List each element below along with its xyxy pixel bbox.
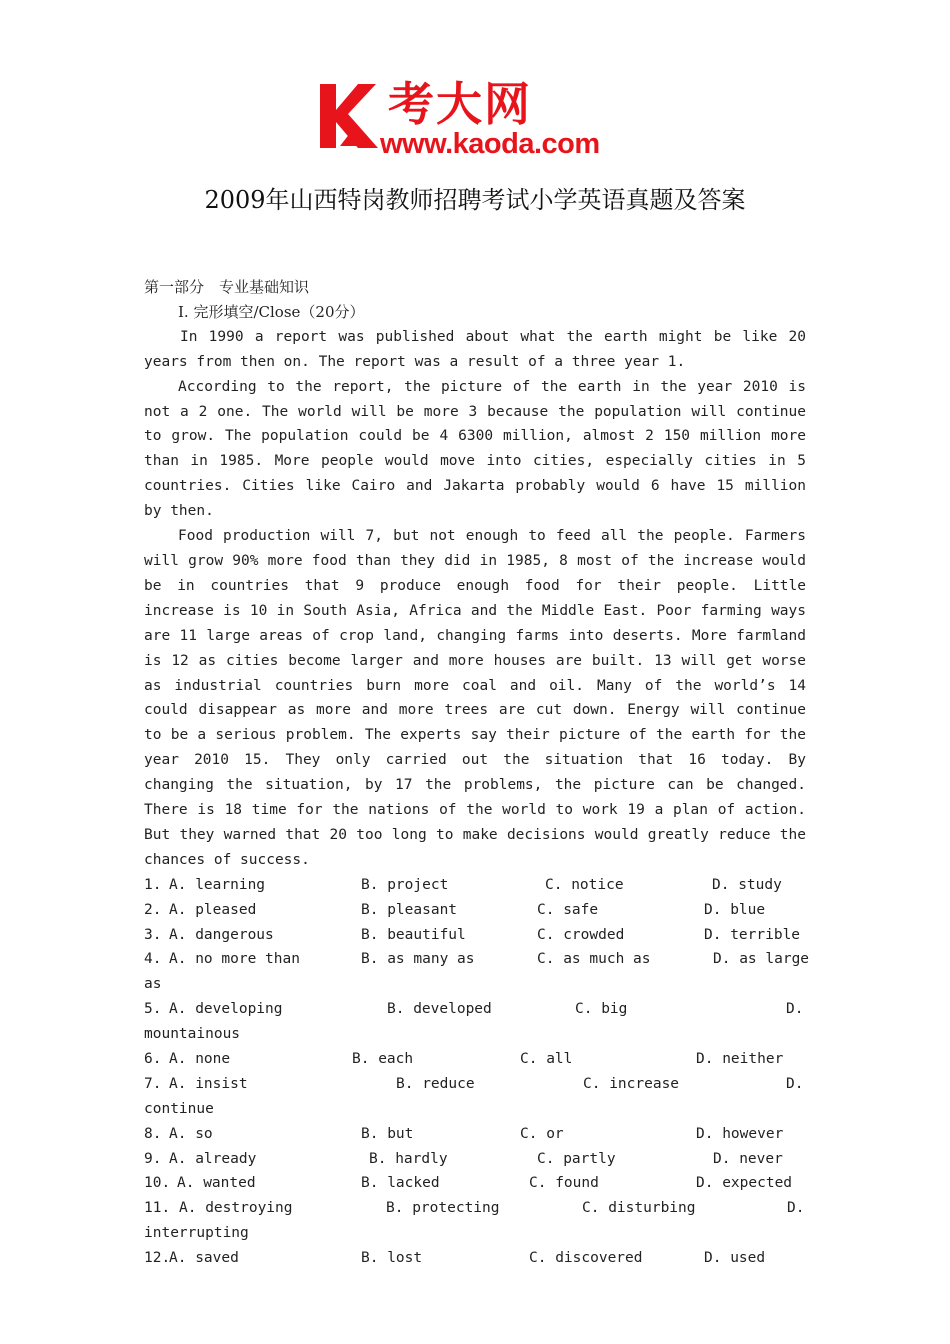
option-d-continued: mountainous <box>144 1026 241 1043</box>
option-d-continued: as <box>144 976 162 993</box>
option-b: B. but <box>361 1125 414 1142</box>
option-c: C. discovered <box>529 1250 643 1267</box>
question-row <box>144 1047 806 1072</box>
option-a: A. dangerous <box>169 926 274 943</box>
option-c: C. safe <box>537 901 599 918</box>
option-b: B. each <box>352 1051 414 1068</box>
option-c: C. notice <box>545 876 624 893</box>
option-d: D. however <box>696 1125 784 1142</box>
option-c: C. all <box>520 1051 573 1068</box>
option-a: A. pleased <box>169 901 257 918</box>
option-a: A. developing <box>169 1001 283 1018</box>
question-number: 7. <box>144 1075 162 1092</box>
option-b: B. pleasant <box>361 901 458 918</box>
option-b: B. reduce <box>396 1075 475 1092</box>
option-a: A. saved <box>169 1250 239 1267</box>
option-d: D. <box>786 1075 804 1092</box>
question-row <box>144 1122 806 1147</box>
option-d: D. <box>787 1200 805 1217</box>
question-number: 4. <box>144 951 162 968</box>
paragraph: In 1990 a report was published about what the earth might be like 20 years from then on. The report was a result of a three year 1. <box>144 328 806 370</box>
question-number: 1. <box>144 876 162 893</box>
option-c: C. crowded <box>537 926 625 943</box>
option-d-continued: interrupting <box>144 1225 249 1242</box>
logo-brand-text: 考大网 <box>388 77 532 131</box>
option-d: D. never <box>713 1150 783 1167</box>
option-d: D. neither <box>696 1051 784 1068</box>
paragraph: Food production will 7, but not enough to feed all the people. Farmers will grow 90% more food than they did in 1985, 8 most of the increase would be in countries that 9 produce enough food for their people. Little increase is 10 in South Asia, Africa and the Middle East. Poor farming ways are 11 large areas of crop land, changing farms into deserts. More farmland is 12 as cities become larger and more houses are built. 13 will get worse as industrial countries burn more coal and oil. Many of the world’s 14 could disappear as more and more trees are cut down. Energy will continue to be a serious problem. The experts say their picture of the earth for the year 2010 15. They only carried out the situation that 16 today. By changing the situation, by 17 the problems, the picture can be changed. There is 18 time for the nations of the world to work 19 a plan of action. But they warned that 20 too long to make decisions would greatly reduce the chances of success. <box>144 528 806 868</box>
option-d: D. blue <box>704 901 766 918</box>
option-b: B. hardly <box>369 1150 448 1167</box>
paragraph: According to the report, the picture of the earth in the year 2010 is not a 2 one. The world will be more 3 because the population will continue to grow. The population could be 4 6300 million, almost 2 150 million more than in 1985. More people would move into cities, especially cities in 5 countries. Cities like Cairo and Jakarta probably would 6 have 15 million by then. <box>144 378 806 520</box>
question-number: 11. <box>144 1200 171 1217</box>
logo-url-text: www.kaoda.com <box>380 128 600 160</box>
question-row <box>144 873 806 898</box>
option-c: C. or <box>520 1125 564 1142</box>
section-heading: 第一部分 专业基础知识 <box>144 278 310 296</box>
question-number: 3. <box>144 926 162 943</box>
question-list <box>144 873 810 1271</box>
question-row <box>144 947 810 997</box>
option-c: C. partly <box>537 1150 616 1167</box>
option-d: D. <box>786 1001 804 1018</box>
question-row <box>144 1246 806 1271</box>
option-d-continued: continue <box>144 1100 214 1117</box>
option-d: D. expected <box>696 1175 793 1192</box>
option-a: A. destroying <box>179 1200 293 1217</box>
option-d: D. used <box>704 1250 766 1267</box>
option-b: B. lost <box>361 1250 423 1267</box>
question-number: 9. <box>144 1150 162 1167</box>
option-a: A. so <box>169 1125 213 1142</box>
kaoda-logo[interactable] <box>318 78 638 160</box>
option-b: B. project <box>361 876 449 893</box>
subsection-heading: Ⅰ. 完形填空/Close（20分） <box>178 302 365 321</box>
option-d: D. as large <box>713 951 810 968</box>
option-a: A. none <box>169 1051 231 1068</box>
question-row <box>144 1147 806 1172</box>
option-c: C. disturbing <box>582 1200 696 1217</box>
option-b: B. as many as <box>361 951 475 968</box>
question-number: 2. <box>144 901 162 918</box>
option-b: B. beautiful <box>361 926 466 943</box>
question-number: 10. <box>144 1175 171 1192</box>
option-d: D. terrible <box>704 926 801 943</box>
option-b: B. protecting <box>386 1200 500 1217</box>
option-a: A. no more than <box>169 951 300 968</box>
question-row <box>144 923 806 948</box>
question-row <box>144 1196 806 1246</box>
option-b: B. lacked <box>361 1175 440 1192</box>
option-d: D. study <box>712 876 782 893</box>
question-number: 6. <box>144 1051 162 1068</box>
document-body <box>144 275 810 1271</box>
question-row <box>144 997 806 1047</box>
option-a: A. wanted <box>177 1175 256 1192</box>
option-b: B. developed <box>387 1001 492 1018</box>
question-number: 5. <box>144 1001 162 1018</box>
question-row <box>144 1072 806 1122</box>
option-a: A. insist <box>169 1075 248 1092</box>
k-logo-icon <box>318 80 382 150</box>
question-row <box>144 898 806 923</box>
option-a: A. learning <box>169 876 266 893</box>
option-c: C. increase <box>583 1075 680 1092</box>
option-c: C. found <box>529 1175 599 1192</box>
question-row <box>144 1171 806 1196</box>
page-title: 2009年山西特岗教师招聘考试小学英语真题及答案 <box>204 186 746 214</box>
option-a: A. already <box>169 1150 257 1167</box>
question-number: 12. <box>144 1250 171 1267</box>
option-c: C. big <box>575 1001 628 1018</box>
option-c: C. as much as <box>537 951 651 968</box>
question-number: 8. <box>144 1125 162 1142</box>
